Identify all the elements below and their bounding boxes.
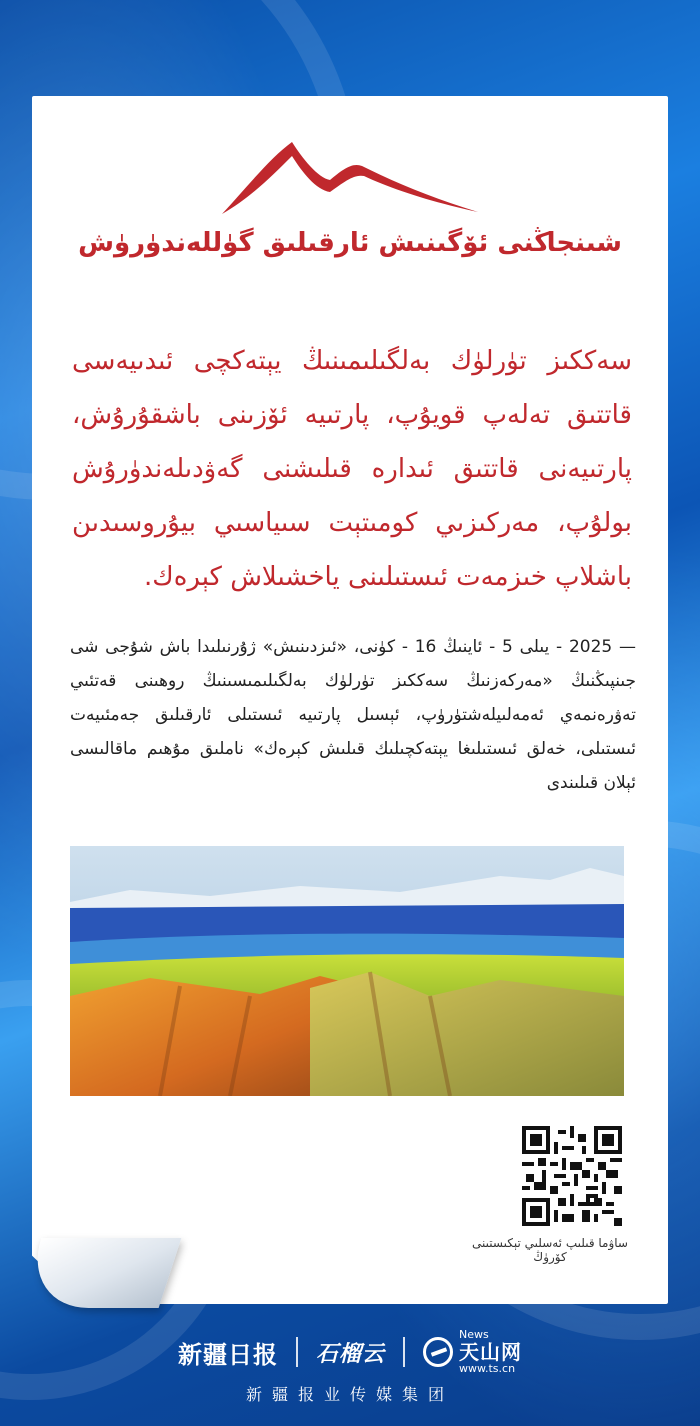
brand-shiliuyun[interactable]: 石榴云 — [315, 1340, 385, 1367]
brand-tianshan-net[interactable] — [423, 1329, 522, 1375]
media-group-name: 新疆报业传媒集团 — [245, 1385, 454, 1404]
brand3-news-tag: News — [459, 1327, 489, 1341]
qr-code-icon[interactable] — [522, 1126, 622, 1226]
brand-xinjiang-daily[interactable]: 新疆日报 — [177, 1339, 278, 1369]
landscape-photo — [70, 846, 624, 1096]
mountain-logo-icon — [218, 136, 482, 216]
article-text: — 2025 - يىلى 5 - ئاينىڭ 16 - كۈنى، «ئىزدىنىش» ژۇرنىلىدا باش شۇجى شى جىنپىڭنىڭ «مەركەزنىڭ سەككىز تۈرلۈك بەلگىلىمىسىنىڭ روھىنى قەتئىي تەۋرەنمەي ئەمەلىيلەشتۈرۈپ، ئېسىل پارتىيە ئىستىلى ئارقىلىق جەمئىيەت ئىستىلى، خەلق ئىستىلىغا يېتەكچىلىك قىلىش كېرەك» ناملىق مۇھىم ماقالىسى ئېلان قىلىندى — [70, 637, 636, 793]
footer-logos — [0, 1328, 700, 1376]
tianshan-logo-icon — [423, 1337, 453, 1367]
footer-divider — [296, 1337, 298, 1367]
brand3-name: 天山网 — [459, 1340, 522, 1364]
headline: شىنجاڭنى ئۆگىنىش ئارقىلىق گۈللەندۈرۈش — [78, 228, 622, 258]
brand3-url: www.ts.cn — [459, 1362, 516, 1375]
qr-caption: ساۋما قىلىپ ئەسلىي تېكىستىنى كۆرۈڭ — [472, 1236, 628, 1264]
lead-quote: سەككىز تۈرلۈك بەلگىلىمىنىڭ يېتەكچى ئىدىيەسى قاتتىق تەلەپ قويۇپ، پارتىيە ئۆزىنى باشقۇرۇش، پارتىيەنى قاتتىق ئىدارە قىلىشنى گەۋدىلەندۈرۇش بولۇپ، مەركىزىي كومىتېت سىياسىي بيۇروسىدىن باشلاپ خىزمەت ئىستىلىنى ياخشىلاش كېرەك. — [72, 346, 632, 592]
footer-divider — [403, 1337, 405, 1367]
